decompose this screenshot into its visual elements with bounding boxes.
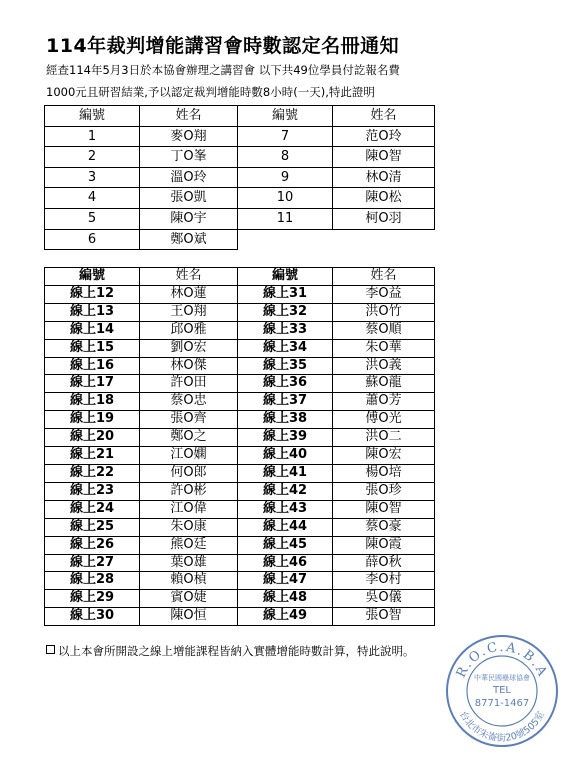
member-number-cell [238,229,333,250]
table-row [45,429,435,447]
member-name-cell: 江O偉 [140,500,238,518]
member-number-cell: 線上25 [45,518,140,536]
footnote-text: 以上本會所開設之線上增能課程皆納入實體增能時數計算，特此說明。 [58,644,415,658]
header-name: 姓名 [140,268,238,286]
member-number-cell: 線上35 [238,357,333,375]
member-name-cell: 李O益 [333,285,435,303]
member-name-cell: 溫O玲 [140,167,238,188]
member-number-cell: 線上32 [238,303,333,321]
seal-address-text: 台北市朱崙街20號505室 [457,709,547,745]
table-row [45,303,435,321]
table-row [45,321,435,339]
member-name-cell: 李O村 [333,572,435,590]
member-number-cell: 5 [45,208,140,229]
member-name-cell: 朱O華 [333,339,435,357]
member-name-cell: 洪O二 [333,429,435,447]
member-number-cell: 線上21 [45,447,140,465]
table-row [45,536,435,554]
in-person-roster-table [44,105,435,250]
member-name-cell: 蔡O忠 [140,393,238,411]
member-number-cell: 線上45 [238,536,333,554]
online-roster-table [44,267,435,626]
member-name-cell: 陳O智 [333,147,435,168]
header-number: 編號 [238,106,333,127]
member-number-cell: 線上44 [238,518,333,536]
member-number-cell: 線上42 [238,482,333,500]
member-name-cell: 蕭O芳 [333,393,435,411]
member-name-cell: 張O珍 [333,482,435,500]
member-number-cell: 3 [45,167,140,188]
member-name-cell: 陳O宏 [333,447,435,465]
member-number-cell: 4 [45,188,140,209]
member-number-cell: 線上43 [238,500,333,518]
member-number-cell: 線上31 [238,285,333,303]
member-number-cell: 線上23 [45,482,140,500]
member-name-cell: 何O郎 [140,464,238,482]
association-seal [444,633,560,749]
member-name-cell: 林O蓮 [140,285,238,303]
member-name-cell: 王O翔 [140,303,238,321]
member-name-cell: 江O嫻 [140,447,238,465]
table-header-row [45,106,435,127]
document-title: 114年裁判增能講習會時數認定名冊通知 [46,35,400,57]
table-row [45,285,435,303]
member-number-cell: 線上19 [45,411,140,429]
member-number-cell: 線上13 [45,303,140,321]
member-number-cell: 線上38 [238,411,333,429]
member-number-cell: 線上39 [238,429,333,447]
member-number-cell: 線上36 [238,375,333,393]
member-name-cell: 張O凱 [140,188,238,209]
table-row [45,188,435,209]
member-name-cell: 蘇O龍 [333,375,435,393]
member-name-cell: 洪O竹 [333,303,435,321]
member-name-cell: 林O清 [333,167,435,188]
table-row [45,518,435,536]
member-number-cell: 線上40 [238,447,333,465]
member-number-cell: 線上24 [45,500,140,518]
member-number-cell: 8 [238,147,333,168]
table-row [45,126,435,147]
member-name-cell: 陳O恒 [140,608,238,626]
member-number-cell: 線上16 [45,357,140,375]
member-name-cell: 范O玲 [333,126,435,147]
member-name-cell: 劉O宏 [140,339,238,357]
table-row [45,608,435,626]
member-number-cell: 線上37 [238,393,333,411]
header-number: 編號 [238,268,333,286]
member-name-cell: 柯O羽 [333,208,435,229]
member-name-cell: 陳O霞 [333,536,435,554]
table-row [45,229,435,250]
intro-line-1: 經查114年5月3日於本協會辦理之講習會 以下共49位學員付訖報名費 [46,63,400,77]
member-number-cell: 線上17 [45,375,140,393]
seal-inner-tel-label: TEL [493,685,511,696]
member-name-cell: 陳O宇 [140,208,238,229]
table-row [45,572,435,590]
member-name-cell: 洪O義 [333,357,435,375]
member-name-cell: 陳O智 [333,500,435,518]
member-name-cell: 丁O峯 [140,147,238,168]
member-number-cell: 10 [238,188,333,209]
member-name-cell: 薛O秋 [333,554,435,572]
member-number-cell: 線上18 [45,393,140,411]
table-row [45,500,435,518]
header-name: 姓名 [140,106,238,127]
member-name-cell: 楊O培 [333,464,435,482]
header-name: 姓名 [333,106,435,127]
member-name-cell: 麥O翔 [140,126,238,147]
member-number-cell: 線上20 [45,429,140,447]
member-name-cell: 蔡O豪 [333,518,435,536]
table-row [45,147,435,168]
member-name-cell: 鄭O之 [140,429,238,447]
seal-inner-name: 中華民國壘球協會 [474,674,530,682]
header-name: 姓名 [333,268,435,286]
member-number-cell: 線上48 [238,590,333,608]
member-number-cell: 6 [45,229,140,250]
seal-inner-tel-number: 8771-1467 [474,698,530,709]
table-row [45,208,435,229]
member-number-cell: 線上46 [238,554,333,572]
member-number-cell: 線上12 [45,285,140,303]
member-name-cell: 傅O光 [333,411,435,429]
member-number-cell: 1 [45,126,140,147]
table-row [45,357,435,375]
table-row [45,393,435,411]
member-name-cell: 許O彬 [140,482,238,500]
member-number-cell: 2 [45,147,140,168]
member-number-cell: 線上14 [45,321,140,339]
header-number: 編號 [45,268,140,286]
member-number-cell: 線上26 [45,536,140,554]
member-name-cell: 張O智 [333,608,435,626]
member-number-cell: 7 [238,126,333,147]
table-row [45,482,435,500]
member-name-cell: 鄭O斌 [140,229,238,250]
table-header-row [45,268,435,286]
table-row [45,167,435,188]
member-name-cell: 許O田 [140,375,238,393]
member-name-cell: 賴O楨 [140,572,238,590]
table-row [45,375,435,393]
member-number-cell: 線上15 [45,339,140,357]
member-number-cell: 線上30 [45,608,140,626]
member-number-cell: 線上34 [238,339,333,357]
intro-line-2: 1000元且研習結業,予以認定裁判增能時數8小時(一天),特此證明 [46,85,375,99]
header-number: 編號 [45,106,140,127]
member-number-cell: 線上47 [238,572,333,590]
member-number-cell: 線上28 [45,572,140,590]
member-name-cell: 賓O婕 [140,590,238,608]
member-number-cell: 線上29 [45,590,140,608]
table-row [45,554,435,572]
member-number-cell: 9 [238,167,333,188]
member-number-cell: 線上33 [238,321,333,339]
member-name-cell [333,229,435,250]
member-number-cell: 線上41 [238,464,333,482]
member-name-cell: 蔡O順 [333,321,435,339]
seal-top-text: R.O.C.A.B.A [453,639,551,681]
member-name-cell: 熊O廷 [140,536,238,554]
member-number-cell: 線上49 [238,608,333,626]
member-name-cell: 葉O雄 [140,554,238,572]
footnote [46,643,415,659]
table-row [45,464,435,482]
member-number-cell: 線上22 [45,464,140,482]
checkbox-square-icon [46,645,55,654]
member-name-cell: 邱O雅 [140,321,238,339]
member-name-cell: 朱O康 [140,518,238,536]
member-name-cell: 陳O松 [333,188,435,209]
member-name-cell: 吳O儀 [333,590,435,608]
table-row [45,411,435,429]
member-name-cell: 林O傑 [140,357,238,375]
member-number-cell: 線上27 [45,554,140,572]
table-row [45,447,435,465]
member-name-cell: 張O齊 [140,411,238,429]
table-row [45,590,435,608]
member-number-cell: 11 [238,208,333,229]
table-row [45,339,435,357]
